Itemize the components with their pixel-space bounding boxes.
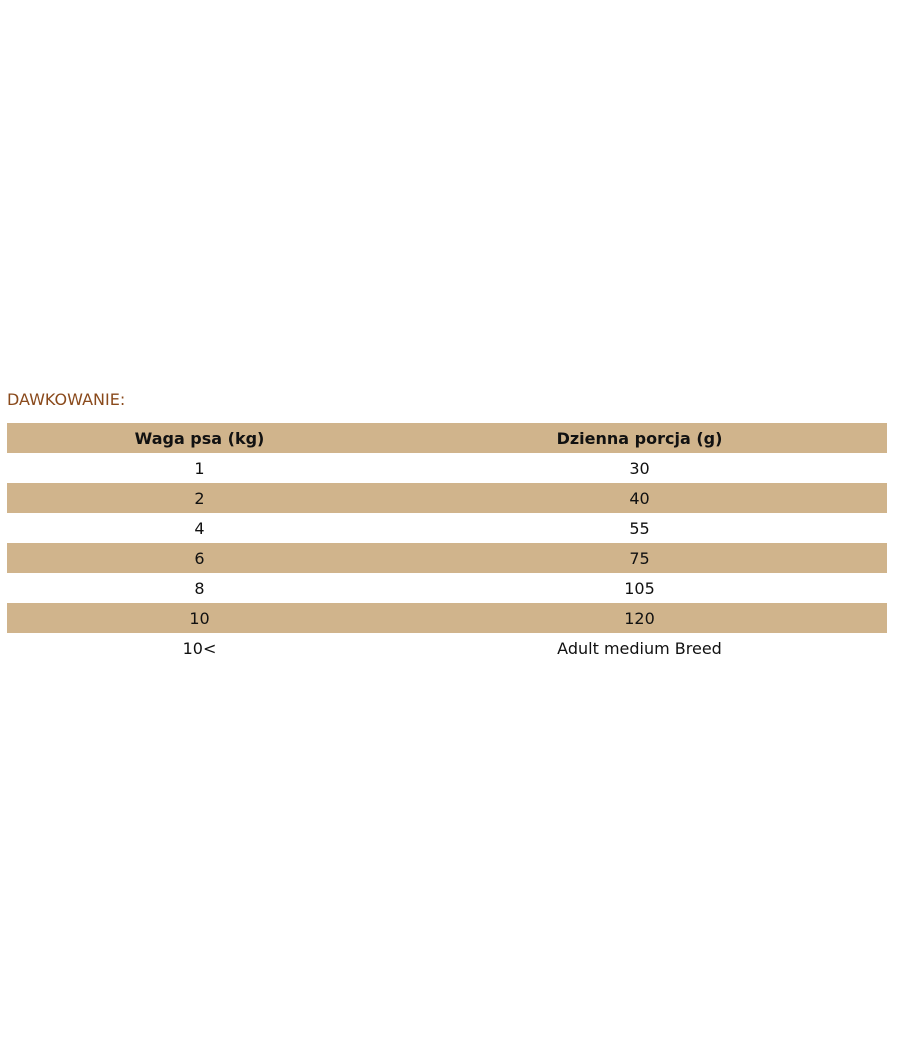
weight-cell: 4: [7, 513, 392, 543]
weight-cell: 8: [7, 573, 392, 603]
weight-cell: 2: [7, 483, 392, 513]
table-row: [7, 633, 887, 663]
table-row: [7, 603, 887, 633]
header-dog-weight: Waga psa (kg): [7, 423, 392, 453]
portion-cell: 55: [392, 513, 887, 543]
table-row: [7, 543, 887, 573]
table-header-row: [7, 423, 887, 453]
weight-cell: 10: [7, 603, 392, 633]
dosage-table: [7, 423, 887, 663]
portion-cell: 120: [392, 603, 887, 633]
weight-cell: 10<: [7, 633, 392, 663]
portion-cell: 40: [392, 483, 887, 513]
portion-cell: 105: [392, 573, 887, 603]
table-row: [7, 513, 887, 543]
portion-cell: 30: [392, 453, 887, 483]
section-heading: DAWKOWANIE:: [7, 390, 126, 409]
weight-cell: 6: [7, 543, 392, 573]
table-row: [7, 483, 887, 513]
header-daily-portion: Dzienna porcja (g): [392, 423, 887, 453]
weight-cell: 1: [7, 453, 392, 483]
portion-cell: Adult medium Breed: [392, 633, 887, 663]
table-row: [7, 573, 887, 603]
portion-cell: 75: [392, 543, 887, 573]
table-row: [7, 453, 887, 483]
